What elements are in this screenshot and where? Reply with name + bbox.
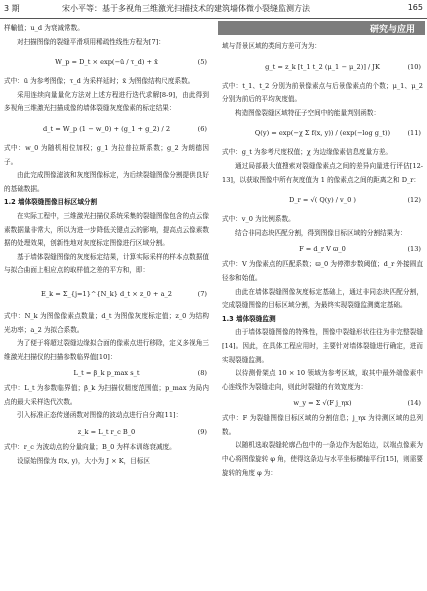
- equation-12: [222, 187, 423, 213]
- paragraph: 式中：V 为像素点的匹配系数；ϖ_0 为停滞步数阈值；d_r 外接圆直径参和始值。: [222, 260, 423, 282]
- column-band: [218, 21, 425, 35]
- equation-number: (14): [407, 399, 421, 408]
- section-heading: 1.2 墙体裂缝图像目标区域分割: [4, 198, 98, 207]
- paragraph: 样輸值；u_d 为衰减常数。: [4, 24, 84, 32]
- paragraph: 由此在墙体裂缝图像灰度标定基础上，通过非同态块匹配分割，完成裂缝图像的目标区域分割，为最终实现裂缝监测奠定基础。: [222, 287, 423, 310]
- page-header: [0, 0, 427, 19]
- paragraph: 以随机选取裂缝轮廓凸包中的一条边作为起始边，以端点像素为中心将图像旋转 φ 角，使得这条边与水平坐标横轴平行[15]，则需要旋转的角度 φ 为：: [222, 441, 423, 477]
- paragraph: 域与背景区域的类间方差可为为：: [222, 42, 321, 50]
- equation-10: [222, 54, 423, 80]
- equation-8: [4, 364, 209, 382]
- equation-number: (5): [197, 58, 207, 67]
- equation-text: D_r = √( Q(y) / v_0 ): [289, 196, 356, 205]
- equation-number: (12): [407, 196, 421, 205]
- issue-label: 3 期: [4, 4, 20, 13]
- column-band-label: 研究与应用: [369, 25, 415, 35]
- section-heading: 1.3 墙体裂缝监测: [222, 314, 276, 323]
- equation-text: E_k = Σ_{j=1}^{N_k} d_t × z_0 + a_2: [41, 289, 172, 298]
- equation-6: [4, 116, 209, 142]
- equation-text: F = d_r V ϖ_0: [299, 245, 346, 254]
- equation-14: [222, 394, 423, 412]
- paragraph: 式中：ū 为参考图像；τ_d 为采样延时；x̄ 为图像结构尺度系数。: [4, 77, 195, 86]
- paragraph: 在实际工程中，三维激光扫描仪系统采集的裂缝图像包含的点云像素数据量非常大，所以为进一步降低关键点云的影响，提高点云像素数据的处理效果，创新性地对灰度标定图像进行区域分割。: [4, 211, 209, 248]
- paragraph: 由此完成图像滤波和灰度图像标定，为后续裂缝图像分割提供良好的基础数据。: [4, 171, 209, 193]
- equation-11: [222, 120, 423, 146]
- equation-number: (11): [407, 129, 421, 138]
- left-column: [4, 22, 209, 468]
- paragraph: 式中：t_1、t_2 分别为前景像素点与后景像素点的个数；μ_1、μ_2 分别为前后的平均灰度值。: [222, 81, 423, 104]
- equation-text: L_t = β_k p_max s_t: [73, 369, 140, 378]
- paragraph: 采用连续向量量化方法对上述方程进行迭代求解[8-9]，由此得到多视角三维激光扫描成像的墙体裂缝灰度像素的标定结果：: [4, 90, 209, 113]
- equation-number: (6): [197, 124, 207, 133]
- equation-text: w_y = Σ √(F j_ηx): [293, 399, 352, 408]
- equation-text: d_t = W_p (1 − w_0) + (g_1 + g_2) / 2: [42, 124, 171, 133]
- paragraph: 通过局部最大值搜索对裂缝像素点之间的差异向量进行评估[12-13]，以获取图像中所有灰度值为 1 的像素点之间的距离之和 D_r：: [222, 161, 423, 184]
- paragraph: 结合非同态块匹配分割，得到图像目标区域的分割结果为：: [235, 228, 407, 237]
- equation-text: W_p = D_t × exp(−ū / τ_d) + x̄: [55, 58, 158, 67]
- equation-9: [4, 423, 209, 441]
- right-column: [222, 40, 423, 480]
- paragraph: 式中：N_k 为图像像素点数量；d_t 为图像灰度标定值；z_0 为结构光功率；a_2 为拟合系数。: [4, 311, 209, 334]
- equation-text: Q(y) = exp(−χ Σ f(x, y)) / (exp(−log g_t)): [254, 129, 391, 138]
- equation-number: (13): [407, 245, 421, 254]
- running-title: 宋小平等：基于多视角三维激光扫描技术的建筑墙体微小裂缝监测方法: [62, 4, 310, 13]
- paragraph: 设原始图像为 f(x, y)，大小为 J × K，目标区: [17, 456, 151, 465]
- equation-number: (8): [197, 369, 207, 378]
- equation-7: [4, 278, 209, 310]
- paragraph: 由于墙体裂缝图像的特殊性，图像中裂缝形状往往为非完整裂缝[14]。因此，在具体工程应用时，主要针对墙体裂缝进行确定，进而实现裂缝监测。: [222, 328, 423, 364]
- paragraph: 式中：F 为裂缝图像目标区域的分割信息；j_ηx 为待测区域的总列数。: [222, 414, 423, 436]
- paragraph: 对扫描图像的裂缝平滑项用稀疏性线性方程为[7]：: [17, 37, 165, 46]
- paragraph: 式中：v_0 为比例系数。: [222, 215, 295, 224]
- equation-number: (9): [197, 428, 207, 437]
- paragraph: 引入标准正态传递函数对图像的波动点进行自分离[11]：: [17, 411, 183, 420]
- page-number: 165: [407, 3, 423, 12]
- paragraph: 式中：L_t 为参数临界值；β_k 为扫描仪精度范围值；p_max 为局内点的最大采样迭代次数。: [4, 384, 209, 406]
- equation-text: g_t = z_k [t_1 t_2 (μ_1 − μ_2)] / JK: [265, 62, 380, 71]
- equation-text: z_k = L_t r_c B_0: [77, 428, 136, 437]
- paragraph: 构造图像裂缝区域特征子空间中的能量判别函数：: [235, 108, 381, 117]
- paragraph: 以待测骨架点 10 × 10 领域为参考区域，取其中最外端像素中心连线作为裂缝走向，则此时裂缝的有效宽度为：: [222, 369, 423, 391]
- paragraph: 式中：w_0 为随机相位加权；g_1 为拉普拉斯系数；g_2 为朗德因子。: [4, 143, 209, 166]
- equation-13: [222, 240, 423, 258]
- paragraph: 基于墙体裂缝图像的灰度标定结果，计算实际采样的样本点数据值与拟合曲面上相应点的取样值之差的平方和，即：: [4, 252, 209, 275]
- paragraph: 式中：g_t 为参考尺度权值；χ 为边缘像素信息度量方差。: [222, 148, 393, 157]
- equation-5: [4, 49, 209, 75]
- paragraph: 为了便于将超过裂缝边缘拟合面的像素点进行移除，定义多视角三维激光扫描仪的扫描参数临界值[10]：: [4, 339, 209, 361]
- paragraph: 式中：r_c 为波动点的分量向量；B_0 为样本训练衰减度。: [4, 443, 176, 452]
- equation-number: (7): [197, 289, 207, 298]
- equation-number: (10): [407, 62, 421, 71]
